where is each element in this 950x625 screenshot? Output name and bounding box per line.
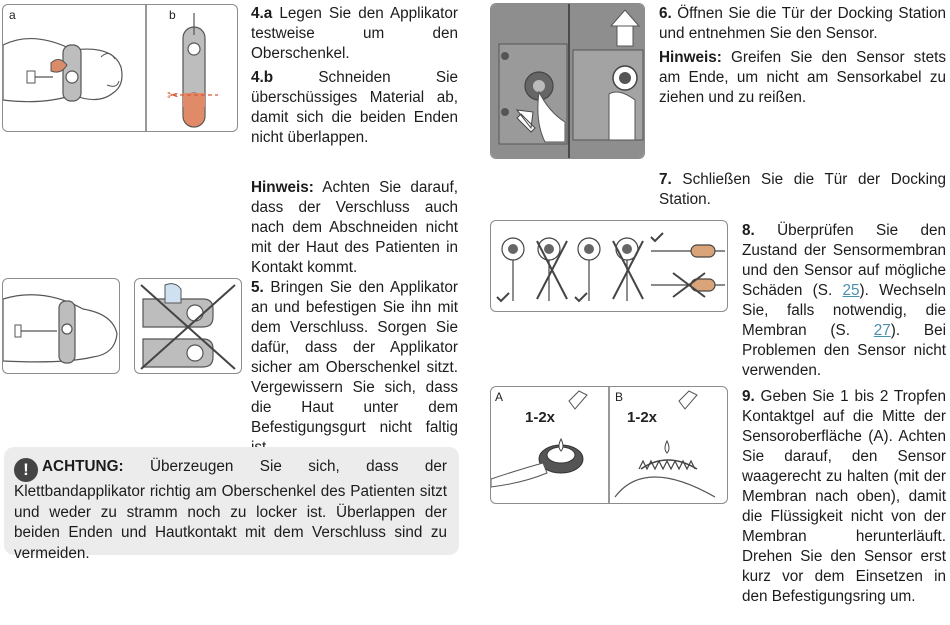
step-6-text: Öffnen Sie die Tür der Docking Station und entnehmen Sie den Sensor. xyxy=(659,5,946,42)
figure-label-a: a xyxy=(9,8,16,22)
note-sensor xyxy=(659,48,946,108)
step-9 xyxy=(742,387,946,607)
step-5-number: 5. xyxy=(251,279,264,296)
note-text: Achten Sie darauf, dass der Verschluss auch nach dem Abschneiden nicht mit der Haut des Patienten in Kontakt kommt. xyxy=(251,179,458,276)
step-8-number: 8. xyxy=(742,222,755,239)
figure-label-B: B xyxy=(615,390,624,404)
gel-application-illustration xyxy=(491,387,728,504)
figure-step9 xyxy=(490,386,728,504)
figure-step5-attached xyxy=(2,278,120,374)
figure-step4 xyxy=(2,4,238,132)
step-4a xyxy=(251,4,458,64)
svg-text:✂: ✂ xyxy=(167,88,179,104)
sensor-check-illustration xyxy=(491,221,728,312)
step-8-text-b: ). Wechseln Sie, falls notwendig, die Membran (S. xyxy=(742,282,947,339)
step-4b-number: 4.b xyxy=(251,69,274,86)
applicator-illustration xyxy=(3,5,238,132)
exclamation-icon: ! xyxy=(14,458,38,482)
drop-count-A: 1-2x xyxy=(525,409,556,426)
step-9-number: 9. xyxy=(742,388,755,405)
page-link-25[interactable]: 25 xyxy=(842,282,860,299)
step-6 xyxy=(659,4,946,44)
note2-label: Hinweis: xyxy=(659,49,722,66)
step-4a-number: 4.a xyxy=(251,5,273,22)
step-4a-text: Legen Sie den Applikator testweise um den Oberschenkel. xyxy=(251,5,458,62)
step-8 xyxy=(742,221,946,381)
step-7-number: 7. xyxy=(659,171,672,188)
step-5 xyxy=(251,278,458,458)
figure-step6 xyxy=(490,3,645,159)
note-closure xyxy=(251,178,458,278)
figure-label-b: b xyxy=(169,8,176,22)
step-4b xyxy=(251,68,458,148)
page-link-27[interactable]: 27 xyxy=(873,322,891,339)
step-7-text: Schließen Sie die Tür der Docking Station. xyxy=(659,171,946,208)
step-8-text-c: ). Bei Problemen den Sensor nicht verwenden. xyxy=(742,322,947,379)
step-4b-text: Schneiden Sie überschüssiges Material ab, damit sich die beiden Enden nicht überlappen. xyxy=(251,69,458,146)
drop-count-B: 1-2x xyxy=(627,409,658,426)
warning-label: ACHTUNG: xyxy=(42,458,124,475)
figure-step5-incorrect xyxy=(134,278,242,374)
note2-text: Greifen Sie den Sensor stets am Ende, um nicht am Sensorkabel zu ziehen und zu reißen. xyxy=(659,49,946,106)
step-9-text: Geben Sie 1 bis 2 Tropfen Kontaktgel auf die Mitte der Sensoroberfläche (A). Achten Sie darauf, den Sensor waagerecht zu halten (mit der Membran nach oben), damit die Flüssigkeit nicht von der Membran herunterläuft. Drehen Sie den Sensor erst kurz vor dem Einsetzen in den Befestigungsring um. xyxy=(742,388,946,605)
step-7 xyxy=(659,170,946,210)
leg-strap-illustration xyxy=(3,279,120,374)
step-6-number: 6. xyxy=(659,5,672,22)
step-5-text: Bringen Sie den Applikator an und befestigen Sie ihn mit dem Verschluss. Sorgen Sie dafür, dass der Applikator sicher am Oberschenkel sitzt. Vergewissern Sie sich, dass die Haut unter dem Befestigungsgurt nicht faltig xyxy=(251,279,458,436)
docking-station-illustration xyxy=(491,4,645,159)
figure-label-A: A xyxy=(495,390,504,404)
note-label: Hinweis: xyxy=(251,179,314,196)
warning-text: Überzeugen Sie sich, dass der Klettbandapplikator richtig am Oberschenkel des Patienten sitzt und weder zu stramm noch zu locker ist. Überlappen der beiden Enden und Hautkontakt mit dem Verschluss sind zu vermeiden. xyxy=(14,458,447,562)
figure-step8 xyxy=(490,220,728,312)
warning-box xyxy=(4,447,459,562)
incorrect-strap-illustration xyxy=(135,279,242,374)
step-8-text-a: Überprüfen Sie den Zustand der Sensormembran und den Sensor auf mögliche Schäden (S. xyxy=(742,222,946,299)
